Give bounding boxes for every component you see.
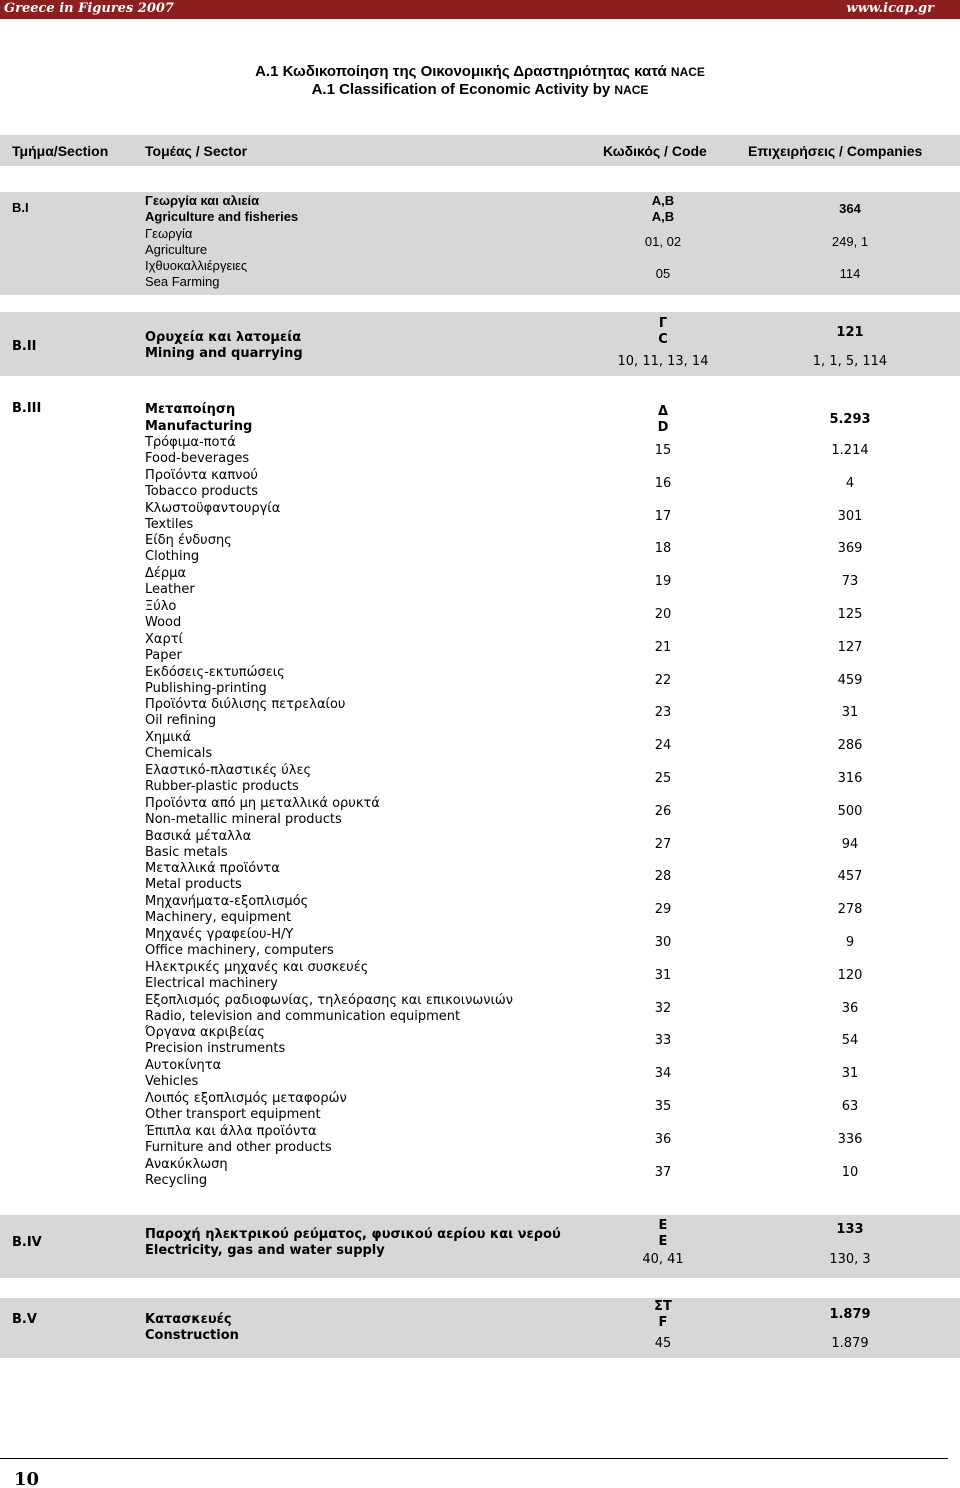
- row-code: 25: [654, 771, 672, 786]
- row-code: 21: [654, 639, 672, 655]
- section-b2: [0, 312, 960, 376]
- row-code: 33: [654, 1033, 672, 1049]
- column-header-sector: Τομέας / Sector: [145, 143, 248, 159]
- row-value: 10: [841, 1164, 859, 1180]
- section-b4-sub-code: 40, 41: [642, 1252, 684, 1267]
- column-header-companies: Επιχειρήσεις / Companies: [748, 143, 923, 159]
- column-header-row: [0, 135, 960, 166]
- section-b5-name-gr: Κατασκευές: [145, 1312, 232, 1327]
- row-name-en: Rubber-plastic products: [145, 779, 299, 794]
- row-code: 34: [654, 1066, 672, 1082]
- row-name-en: Vehicles: [145, 1074, 199, 1090]
- table-row: [0, 763, 960, 796]
- section-b4-sub-value: 130, 3: [829, 1252, 871, 1267]
- row-value: 369: [837, 541, 863, 557]
- row-name-en: Basic metals: [145, 844, 228, 860]
- section-b2-sub-code: 10, 11, 13, 14: [617, 354, 709, 369]
- row-name-en: Leather: [145, 582, 195, 598]
- table-row: [0, 468, 960, 501]
- row-name-gr: Ανακύκλωση: [145, 1156, 228, 1172]
- section-b2-total: 121: [836, 325, 864, 340]
- row-name-en: Office machinery, computers: [145, 943, 334, 958]
- section-b3-name-en: Manufacturing: [145, 419, 253, 434]
- row-value: 336: [837, 1131, 863, 1147]
- table-row: [0, 599, 960, 632]
- row-code: 32: [654, 1000, 672, 1016]
- table-row: [0, 796, 960, 829]
- section-b1-name-en: Agriculture and fisheries: [145, 209, 299, 224]
- section-b2-name-gr: Ορυχεία και λατομεία: [145, 330, 302, 345]
- row-name-gr: Ξύλο: [145, 599, 177, 614]
- section-b2-code-en: C: [658, 332, 668, 347]
- row-code: 20: [654, 607, 672, 622]
- section-b4-code-gr: Ε: [658, 1218, 668, 1233]
- page-number: 10: [14, 1469, 40, 1488]
- row-name-en: Food-beverages: [145, 451, 250, 466]
- row-name-en: Clothing: [145, 549, 200, 565]
- b1-sub1-code: 01, 02: [644, 234, 682, 249]
- row-name-gr: Προϊόντα από μη μεταλλικά ορυκτά: [145, 795, 380, 811]
- section-b3-code-en: D: [657, 420, 669, 435]
- section-b4-total: 133: [836, 1222, 864, 1237]
- table-row: [0, 665, 960, 698]
- row-value: 73: [841, 574, 859, 590]
- row-value: 9: [845, 935, 855, 950]
- publication-title: Greece in Figures 2007: [4, 1, 174, 16]
- section-b1-total: 364: [839, 201, 861, 216]
- row-code: 30: [654, 935, 672, 950]
- row-name-en: Non-metallic mineral products: [145, 811, 342, 827]
- row-name-en: Tobacco products: [145, 483, 259, 499]
- table-row: [0, 993, 960, 1026]
- row-code: 31: [654, 967, 672, 983]
- page-header: [0, 0, 960, 19]
- table-row: [0, 927, 960, 960]
- row-name-gr: Έπιπλα και άλλα προϊόντα: [145, 1123, 317, 1139]
- table-row: [0, 1025, 960, 1058]
- table-row: [0, 566, 960, 599]
- section-b5-name-en: Construction: [145, 1328, 239, 1343]
- b1-sub2-name-en: Sea Farming: [145, 274, 220, 289]
- section-b5-code-gr: ΣΤ: [654, 1299, 672, 1314]
- section-b5-total: 1.879: [829, 1307, 871, 1322]
- section-b5-sub-code: 45: [654, 1336, 672, 1351]
- row-value: 316: [837, 771, 863, 786]
- row-value: 31: [841, 1066, 859, 1082]
- row-value: 301: [837, 508, 863, 524]
- row-name-gr: Μεταλλικά προϊόντα: [145, 861, 280, 877]
- table-row: [0, 829, 960, 862]
- row-name-gr: Προϊόντα διύλισης πετρελαίου: [145, 697, 346, 713]
- section-b2-name-en: Mining and quarrying: [145, 346, 303, 361]
- row-name-gr: Τρόφιμα-ποτά: [145, 435, 236, 450]
- row-name-gr: Μηχανήματα-εξοπλισμός: [145, 894, 309, 910]
- row-code: 17: [654, 508, 672, 524]
- section-b5-id: B.V: [12, 1312, 37, 1327]
- row-name-en: Precision instruments: [145, 1041, 286, 1057]
- row-code: 18: [654, 541, 672, 557]
- section-b4-id: B.IV: [12, 1235, 42, 1250]
- section-b5-code-en: F: [658, 1315, 668, 1330]
- row-value: 278: [837, 902, 863, 918]
- row-code: 16: [654, 475, 672, 491]
- row-value: 500: [837, 803, 863, 819]
- row-code: 23: [654, 705, 672, 721]
- section-b2-code-gr: Γ: [658, 316, 668, 331]
- row-value: 1.214: [831, 443, 869, 458]
- row-value: 54: [841, 1033, 859, 1049]
- b1-sub2-name-gr: Ιχθυοκαλλιέργειες: [145, 258, 248, 273]
- title-english-nace: NACE: [614, 83, 649, 97]
- row-name-en: Machinery, equipment: [145, 910, 292, 926]
- row-name-en: Chemicals: [145, 746, 213, 762]
- row-name-en: Metal products: [145, 877, 242, 893]
- column-header-section: Τμήμα/Section: [12, 143, 109, 159]
- row-name-gr: Εξοπλισμός ραδιοφωνίας, τηλεόρασης και επικοινωνιών: [145, 992, 514, 1008]
- row-name-gr: Όργανα ακριβείας: [145, 1025, 265, 1041]
- title-greek-text: Α.1 Κωδικοποίηση της Οικονομικής Δραστηριότητας κατά: [255, 63, 667, 80]
- row-value: 94: [841, 836, 859, 852]
- row-value: 4: [845, 475, 855, 491]
- row-code: 22: [654, 672, 672, 688]
- b1-sub1-name-en: Agriculture: [145, 242, 208, 257]
- table-row: [0, 1091, 960, 1124]
- b1-sub2-code: 05: [655, 266, 671, 281]
- row-name-gr: Αυτοκίνητα: [145, 1058, 222, 1074]
- section-b5-sub-value: 1.879: [831, 1336, 869, 1351]
- section-b4-code-en: E: [658, 1234, 668, 1249]
- row-code: 35: [654, 1099, 672, 1114]
- section-b3-total: 5.293: [829, 412, 871, 427]
- section-b4-name-en: Electricity, gas and water supply: [145, 1243, 385, 1258]
- title-english-text: A.1 Classification of Economic Activity by: [311, 81, 611, 98]
- section-b3-name-gr: Μεταποίηση: [145, 402, 236, 417]
- section-b1: [0, 192, 960, 295]
- section-b3-id: B.III: [12, 401, 42, 416]
- row-name-en: Recycling: [145, 1172, 208, 1188]
- table-row: [0, 501, 960, 534]
- b1-sub2-value: 114: [839, 266, 861, 281]
- row-value: 457: [837, 869, 863, 885]
- section-b3-code-gr: Δ: [657, 404, 669, 419]
- row-name-gr: Χημικά: [145, 730, 192, 746]
- title-greek-nace: NACE: [670, 65, 705, 79]
- table-title-greek: [0, 63, 960, 80]
- row-name-gr: Κλωστοϋφαντουργία: [145, 500, 281, 516]
- table-row: [0, 435, 960, 468]
- row-value: 120: [837, 967, 863, 983]
- row-name-gr: Είδη ένδυσης: [145, 533, 232, 549]
- row-name-gr: Λοιπός εξοπλισμός μεταφορών: [145, 1091, 347, 1106]
- row-code: 36: [654, 1131, 672, 1147]
- row-name-gr: Χαρτί: [145, 631, 183, 647]
- row-name-gr: Μηχανές γραφείου-Η/Υ: [145, 927, 294, 942]
- row-name-gr: Ελαστικό-πλαστικές ύλες: [145, 763, 312, 778]
- b1-sub1-name-gr: Γεωργία: [145, 226, 193, 241]
- section-b4: [0, 1215, 960, 1278]
- section-b5: [0, 1298, 960, 1358]
- table-row: [0, 861, 960, 894]
- row-code: 15: [654, 443, 672, 458]
- table-row: [0, 697, 960, 730]
- row-name-gr: Εκδόσεις-εκτυπώσεις: [145, 664, 285, 680]
- row-name-en: Paper: [145, 647, 182, 663]
- row-code: 26: [654, 803, 672, 819]
- row-value: 63: [841, 1099, 859, 1114]
- row-name-gr: Προϊόντα καπνού: [145, 467, 258, 483]
- row-value: 36: [841, 1000, 859, 1016]
- table-title-english: [0, 81, 960, 98]
- section-b2-id: B.II: [12, 339, 37, 354]
- row-code: 27: [654, 836, 672, 852]
- row-name-gr: Δέρμα: [145, 566, 187, 582]
- row-code: 37: [654, 1164, 672, 1180]
- row-value: 286: [837, 738, 863, 754]
- row-code: 24: [654, 738, 672, 754]
- footer-divider: [0, 1458, 948, 1459]
- row-name-gr: Βασικά μέταλλα: [145, 828, 252, 844]
- row-value: 127: [837, 639, 863, 655]
- row-name-en: Textiles: [145, 516, 194, 532]
- section-b1-id: B.I: [12, 200, 29, 215]
- row-value: 31: [841, 705, 859, 721]
- row-name-en: Radio, television and communication equipment: [145, 1008, 461, 1024]
- table-row: [0, 1124, 960, 1157]
- table-row: [0, 1157, 960, 1190]
- publisher-url[interactable]: www.icap.gr: [846, 1, 934, 16]
- section-b1-code-en: A,B: [651, 209, 675, 224]
- section-b4-name-gr: Παροχή ηλεκτρικού ρεύματος, φυσικού αερίου και νερού: [145, 1227, 561, 1242]
- b1-sub1-value: 249, 1: [831, 234, 869, 249]
- table-row: [0, 632, 960, 665]
- row-code: 29: [654, 902, 672, 918]
- section-b1-code-gr: Α,Β: [651, 193, 675, 208]
- row-code: 19: [654, 574, 672, 590]
- column-header-code: Κωδικός / Code: [603, 143, 707, 159]
- row-code: 28: [654, 869, 672, 885]
- row-name-en: Electrical machinery: [145, 975, 278, 991]
- row-name-en: Oil refining: [145, 713, 217, 729]
- section-b1-name-gr: Γεωργία και αλιεία: [145, 193, 260, 208]
- table-row: [0, 1058, 960, 1091]
- row-name-en: Furniture and other products: [145, 1139, 332, 1155]
- table-row: [0, 894, 960, 927]
- row-name-en: Other transport equipment: [145, 1107, 321, 1122]
- row-value: 125: [837, 607, 863, 622]
- section-b2-sub-value: 1, 1, 5, 114: [812, 354, 888, 369]
- row-name-en: Wood: [145, 615, 182, 630]
- table-row: [0, 730, 960, 763]
- row-name-gr: Ηλεκτρικές μηχανές και συσκευές: [145, 959, 369, 975]
- table-row: [0, 960, 960, 993]
- row-name-en: Publishing-printing: [145, 680, 267, 696]
- table-row: [0, 533, 960, 566]
- row-value: 459: [837, 672, 863, 688]
